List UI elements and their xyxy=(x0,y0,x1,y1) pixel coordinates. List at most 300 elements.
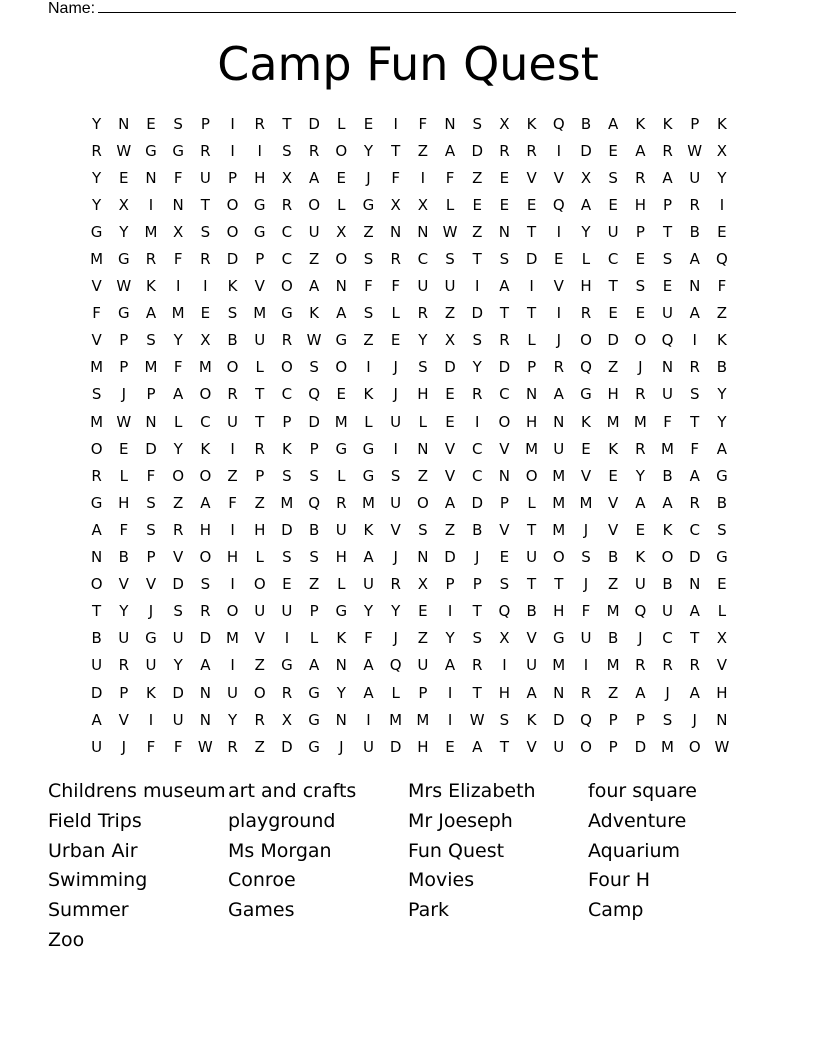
name-field[interactable] xyxy=(48,0,736,18)
grid-letter: E xyxy=(418,602,428,621)
word-list-item: Aquarium xyxy=(588,839,681,862)
grid-letter: I xyxy=(692,331,697,350)
grid-letter: D xyxy=(308,114,320,133)
grid-letter: S xyxy=(282,466,292,485)
grid-letter: D xyxy=(688,548,701,567)
grid-letter: G xyxy=(335,331,348,350)
grid-letter: M xyxy=(661,737,674,756)
grid-letter: N xyxy=(335,710,347,729)
grid-letter: P xyxy=(255,466,265,485)
grid-row xyxy=(83,408,736,435)
grid-letter: E xyxy=(200,304,211,323)
grid-letter: B xyxy=(472,520,483,539)
grid-letter: L xyxy=(255,548,264,567)
grid-letter: O xyxy=(416,493,429,512)
grid-letter: F xyxy=(418,114,428,133)
grid-letter: U xyxy=(662,385,674,404)
grid-letter: Y xyxy=(445,629,455,648)
grid-letter: P xyxy=(527,358,537,377)
grid-letter: A xyxy=(444,656,456,675)
grid-letter: F xyxy=(173,168,183,187)
grid-letter: M xyxy=(606,656,620,675)
grid-letter: R xyxy=(472,385,483,404)
grid-letter: F xyxy=(391,277,400,296)
grid-letter: A xyxy=(635,141,646,160)
grid-letter: N xyxy=(417,439,429,458)
grid-letter: M xyxy=(606,412,620,431)
grid-letter: C xyxy=(471,466,483,485)
grid-letter: R xyxy=(662,656,673,675)
grid-letter: Y xyxy=(581,222,591,241)
grid-letter: E xyxy=(717,575,727,594)
grid-letter: F xyxy=(391,168,400,187)
grid-row xyxy=(83,571,736,598)
grid-letter: A xyxy=(308,656,320,675)
grid-letter: E xyxy=(608,141,618,160)
grid-letter: I xyxy=(366,710,371,729)
grid-letter: C xyxy=(689,520,700,539)
grid-letter: Q xyxy=(580,358,592,377)
grid-letter: U xyxy=(417,656,429,675)
grid-letter: N xyxy=(661,358,674,377)
grid-letter: P xyxy=(472,575,482,594)
grid-letter: B xyxy=(689,222,700,241)
grid-letter: O xyxy=(199,466,212,485)
grid-letter: H xyxy=(417,385,429,404)
grid-letter: B xyxy=(227,331,238,350)
grid-letter: W xyxy=(197,737,213,756)
grid-letter: L xyxy=(337,466,346,485)
word-list-item: Movies xyxy=(408,869,475,892)
grid-letter: N xyxy=(553,683,565,702)
grid-letter: L xyxy=(173,412,183,431)
word-list-item: Fun Quest xyxy=(408,839,505,862)
grid-letter: E xyxy=(336,168,347,187)
grid-letter: M xyxy=(633,412,647,431)
grid-letter: G xyxy=(716,466,728,485)
grid-letter: Q xyxy=(389,656,402,675)
grid-letter: Y xyxy=(119,602,129,621)
grid-letter: A xyxy=(91,710,102,729)
grid-letter: A xyxy=(689,683,700,702)
grid-letter: R xyxy=(308,141,320,160)
grid-letter: K xyxy=(200,439,211,458)
grid-letter: O xyxy=(226,602,239,621)
grid-letter: U xyxy=(362,575,374,594)
grid-letter: O xyxy=(172,466,185,485)
grid-letter: R xyxy=(390,250,401,269)
grid-letter: T xyxy=(472,250,482,269)
grid-letter: N xyxy=(716,710,728,729)
grid-letter: Q xyxy=(661,331,674,350)
grid-letter: K xyxy=(662,520,673,539)
grid-letter: Z xyxy=(173,493,184,512)
grid-row xyxy=(83,544,736,571)
grid-letter: S xyxy=(581,548,591,567)
grid-letter: R xyxy=(172,520,184,539)
grid-letter: K xyxy=(227,277,238,296)
grid-letter: P xyxy=(282,412,292,431)
grid-letter: M xyxy=(552,656,566,675)
grid-letter: S xyxy=(363,250,374,269)
grid-letter: Z xyxy=(472,168,483,187)
grid-letter: F xyxy=(173,358,183,377)
grid-letter: H xyxy=(580,277,592,296)
grid-row xyxy=(83,381,736,408)
grid-letter: G xyxy=(117,250,130,269)
grid-letter: E xyxy=(499,548,510,567)
grid-letter: G xyxy=(362,195,375,214)
grid-letter: M xyxy=(253,304,267,323)
grid-letter: R xyxy=(281,195,293,214)
grid-letter: V xyxy=(608,493,619,512)
grid-letter: R xyxy=(254,114,265,133)
grid-letter: R xyxy=(580,304,592,323)
grid-letter: V xyxy=(254,277,265,296)
grid-letter: B xyxy=(716,358,728,377)
grid-letter: O xyxy=(525,466,538,485)
grid-letter: D xyxy=(172,683,184,702)
grid-letter: E xyxy=(445,385,455,404)
grid-letter: M xyxy=(280,493,294,512)
grid-letter: S xyxy=(472,331,482,350)
grid-letter: E xyxy=(635,304,646,323)
grid-letter: I xyxy=(230,520,235,539)
name-label: Name: xyxy=(48,0,96,17)
grid-letter: U xyxy=(689,168,701,187)
grid-row xyxy=(83,354,736,381)
grid-letter: C xyxy=(662,629,673,648)
grid-letter: X xyxy=(499,629,510,648)
grid-letter: T xyxy=(527,222,537,241)
grid-letter: S xyxy=(146,331,156,350)
grid-letter: Z xyxy=(444,520,456,539)
grid-letter: H xyxy=(553,602,565,621)
grid-letter: N xyxy=(390,222,402,241)
grid-letter: Z xyxy=(472,222,483,241)
grid-letter: D xyxy=(471,141,483,160)
word-list-item: Urban Air xyxy=(48,839,138,862)
grid-letter: V xyxy=(254,629,265,648)
grid-letter: N xyxy=(498,466,511,485)
grid-letter: D xyxy=(389,737,402,756)
grid-letter: K xyxy=(146,277,156,296)
grid-letter: S xyxy=(635,277,646,296)
grid-letter: X xyxy=(444,331,456,350)
grid-letter: U xyxy=(227,412,239,431)
grid-letter: V xyxy=(499,439,510,458)
grid-letter: B xyxy=(608,548,619,567)
grid-letter: S xyxy=(227,304,238,323)
grid-letter: H xyxy=(254,520,266,539)
grid-letter: E xyxy=(282,575,292,594)
grid-letter: I xyxy=(203,277,208,296)
grid-row xyxy=(83,706,736,733)
grid-letter: P xyxy=(228,168,238,187)
grid-letter: W xyxy=(469,710,485,729)
grid-letter: Y xyxy=(717,385,727,404)
grid-letter: X xyxy=(716,629,728,648)
grid-letter: V xyxy=(91,331,102,350)
grid-letter: L xyxy=(391,304,400,323)
grid-letter: J xyxy=(148,602,154,621)
grid-letter: R xyxy=(635,168,646,187)
grid-letter: E xyxy=(390,331,401,350)
name-underline[interactable] xyxy=(98,0,736,13)
grid-letter: O xyxy=(90,439,103,458)
grid-letter: Y xyxy=(119,222,129,241)
grid-letter: T xyxy=(690,412,700,431)
grid-letter: D xyxy=(281,520,293,539)
grid-row xyxy=(83,300,736,327)
grid-letter: O xyxy=(661,548,674,567)
grid-letter: D xyxy=(444,358,456,377)
grid-letter: E xyxy=(635,520,646,539)
grid-letter: A xyxy=(635,683,646,702)
grid-letter: U xyxy=(526,548,538,567)
grid-letter: F xyxy=(228,493,237,512)
grid-row xyxy=(83,191,736,218)
grid-letter: L xyxy=(391,683,400,702)
grid-letter: L xyxy=(309,629,319,648)
grid-letter: G xyxy=(308,683,320,702)
grid-letter: O xyxy=(281,358,293,377)
grid-letter: A xyxy=(635,493,646,512)
grid-letter: A xyxy=(662,168,673,187)
grid-letter: N xyxy=(118,114,130,133)
grid-letter: E xyxy=(608,195,618,214)
grid-letter: L xyxy=(527,331,536,350)
grid-letter: S xyxy=(689,385,700,404)
grid-letter: S xyxy=(146,520,156,539)
word-list-item: Mrs Elizabeth xyxy=(408,780,536,802)
grid-letter: U xyxy=(172,629,184,648)
grid-row xyxy=(83,462,736,489)
grid-letter: R xyxy=(200,141,211,160)
grid-letter: K xyxy=(635,114,646,133)
grid-letter: R xyxy=(689,195,700,214)
grid-letter: I xyxy=(393,439,398,458)
grid-letter: O xyxy=(498,412,511,431)
grid-letter: I xyxy=(447,683,453,702)
grid-letter: Y xyxy=(173,331,183,350)
word-list-item: Swimming xyxy=(48,869,148,892)
grid-letter: X xyxy=(417,575,428,594)
grid-letter: C xyxy=(499,385,510,404)
grid-letter: C xyxy=(281,222,293,241)
grid-letter: C xyxy=(281,385,293,404)
grid-letter: R xyxy=(281,331,293,350)
grid-letter: O xyxy=(199,548,212,567)
grid-row xyxy=(83,327,736,354)
grid-letter: P xyxy=(690,114,700,133)
grid-letter: M xyxy=(389,710,403,729)
grid-letter: P xyxy=(119,331,129,350)
grid-letter: D xyxy=(308,412,320,431)
grid-letter: R xyxy=(118,656,129,675)
grid-letter: C xyxy=(607,250,619,269)
grid-row xyxy=(83,137,736,164)
grid-letter: V xyxy=(553,277,564,296)
grid-letter: B xyxy=(608,629,619,648)
grid-letter: Z xyxy=(608,683,619,702)
grid-letter: X xyxy=(281,168,293,187)
grid-letter: Y xyxy=(92,114,102,133)
grid-letter: X xyxy=(336,222,347,241)
grid-letter: Y xyxy=(717,168,727,187)
grid-letter: V xyxy=(173,548,184,567)
grid-letter: U xyxy=(118,629,130,648)
grid-letter: P xyxy=(200,114,210,133)
grid-letter: X xyxy=(716,141,728,160)
grid-letter: R xyxy=(662,141,673,160)
grid-letter: I xyxy=(719,195,725,214)
grid-letter: D xyxy=(525,250,538,269)
grid-letter: F xyxy=(119,520,129,539)
grid-letter: S xyxy=(91,385,102,404)
grid-letter: M xyxy=(552,466,566,485)
grid-letter: O xyxy=(335,250,348,269)
grid-letter: E xyxy=(526,195,537,214)
grid-letter: I xyxy=(257,141,262,160)
word-list-item: Summer xyxy=(48,899,129,922)
grid-letter: O xyxy=(281,277,293,296)
grid-letter: L xyxy=(337,114,346,133)
grid-row xyxy=(83,164,736,191)
grid-letter: Z xyxy=(608,575,619,594)
grid-letter: A xyxy=(363,683,374,702)
grid-letter: F xyxy=(690,439,700,458)
word-list-item: Four H xyxy=(588,869,651,892)
grid-letter: M xyxy=(552,493,566,512)
grid-letter: V xyxy=(91,277,102,296)
grid-row xyxy=(83,245,736,272)
grid-letter: J xyxy=(121,385,126,404)
grid-letter: L xyxy=(255,358,264,377)
grid-letter: T xyxy=(690,629,700,648)
grid-letter: E xyxy=(608,466,618,485)
grid-letter: I xyxy=(230,439,235,458)
grid-letter: R xyxy=(91,141,102,160)
grid-letter: I xyxy=(175,277,181,296)
grid-letter: G xyxy=(253,222,266,241)
grid-letter: L xyxy=(717,602,727,621)
grid-letter: F xyxy=(146,737,156,756)
grid-letter: U xyxy=(172,710,184,729)
grid-letter: L xyxy=(119,466,128,485)
grid-letter: J xyxy=(638,629,643,648)
grid-letter: L xyxy=(364,412,373,431)
grid-letter: V xyxy=(499,520,510,539)
grid-letter: A xyxy=(472,737,483,756)
grid-letter: X xyxy=(281,710,293,729)
word-list-item: Games xyxy=(228,899,295,922)
grid-letter: H xyxy=(716,683,728,702)
grid-letter: D xyxy=(226,250,239,269)
grid-letter: T xyxy=(662,222,673,241)
grid-letter: N xyxy=(145,412,157,431)
grid-letter: H xyxy=(226,548,239,567)
grid-letter: K xyxy=(526,710,537,729)
grid-letter: M xyxy=(525,439,539,458)
grid-row xyxy=(83,435,736,462)
grid-letter: U xyxy=(390,412,402,431)
grid-letter: S xyxy=(445,250,455,269)
grid-letter: I xyxy=(447,710,453,729)
grid-letter: U xyxy=(526,656,538,675)
grid-letter: P xyxy=(309,439,319,458)
grid-letter: K xyxy=(608,439,619,458)
grid-letter: B xyxy=(716,493,728,512)
word-list-item: Adventure xyxy=(588,809,687,832)
grid-letter: F xyxy=(717,277,727,296)
grid-letter: N xyxy=(335,277,347,296)
grid-letter: U xyxy=(335,520,347,539)
grid-letter: T xyxy=(255,385,265,404)
grid-letter: N xyxy=(199,710,211,729)
grid-row xyxy=(83,733,736,760)
grid-letter: R xyxy=(417,304,429,323)
grid-letter: P xyxy=(146,548,156,567)
grid-letter: U xyxy=(662,602,674,621)
grid-letter: U xyxy=(390,493,402,512)
grid-letter: G xyxy=(308,737,320,756)
grid-letter: M xyxy=(661,439,674,458)
grid-letter: V xyxy=(444,439,456,458)
grid-letter: I xyxy=(556,222,561,241)
grid-letter: E xyxy=(146,114,156,133)
grid-letter: P xyxy=(119,358,129,377)
grid-letter: N xyxy=(417,548,429,567)
grid-letter: R xyxy=(145,250,157,269)
grid-letter: O xyxy=(226,222,239,241)
grid-letter: M xyxy=(552,520,566,539)
grid-letter: E xyxy=(581,439,591,458)
grid-letter: N xyxy=(417,222,429,241)
grid-letter: M xyxy=(334,412,348,431)
grid-letter: E xyxy=(363,114,374,133)
grid-letter: J xyxy=(366,168,371,187)
grid-letter: Y xyxy=(336,683,346,702)
grid-letter: O xyxy=(253,575,266,594)
grid-letter: M xyxy=(144,358,158,377)
grid-letter: R xyxy=(689,656,700,675)
grid-letter: S xyxy=(662,250,673,269)
grid-letter: K xyxy=(336,629,347,648)
grid-letter: P xyxy=(445,575,455,594)
grid-letter: I xyxy=(556,141,561,160)
grid-letter: F xyxy=(364,277,373,296)
grid-letter: I xyxy=(529,277,534,296)
grid-letter: I xyxy=(475,277,480,296)
grid-letter: Q xyxy=(634,602,647,621)
grid-letter: C xyxy=(200,412,211,431)
grid-letter: R xyxy=(390,575,401,594)
grid-letter: S xyxy=(390,466,401,485)
grid-letter: H xyxy=(525,412,538,431)
grid-letter: X xyxy=(499,114,510,133)
grid-letter: W xyxy=(442,222,458,241)
grid-letter: U xyxy=(607,222,619,241)
grid-letter: I xyxy=(556,304,561,323)
grid-letter: N xyxy=(525,385,538,404)
grid-letter: S xyxy=(309,358,319,377)
grid-letter: Z xyxy=(308,250,320,269)
word-list-item: Conroe xyxy=(228,869,296,892)
word-list-item: Mr Joeseph xyxy=(408,809,513,832)
grid-letter: E xyxy=(472,195,482,214)
grid-letter: H xyxy=(607,385,619,404)
